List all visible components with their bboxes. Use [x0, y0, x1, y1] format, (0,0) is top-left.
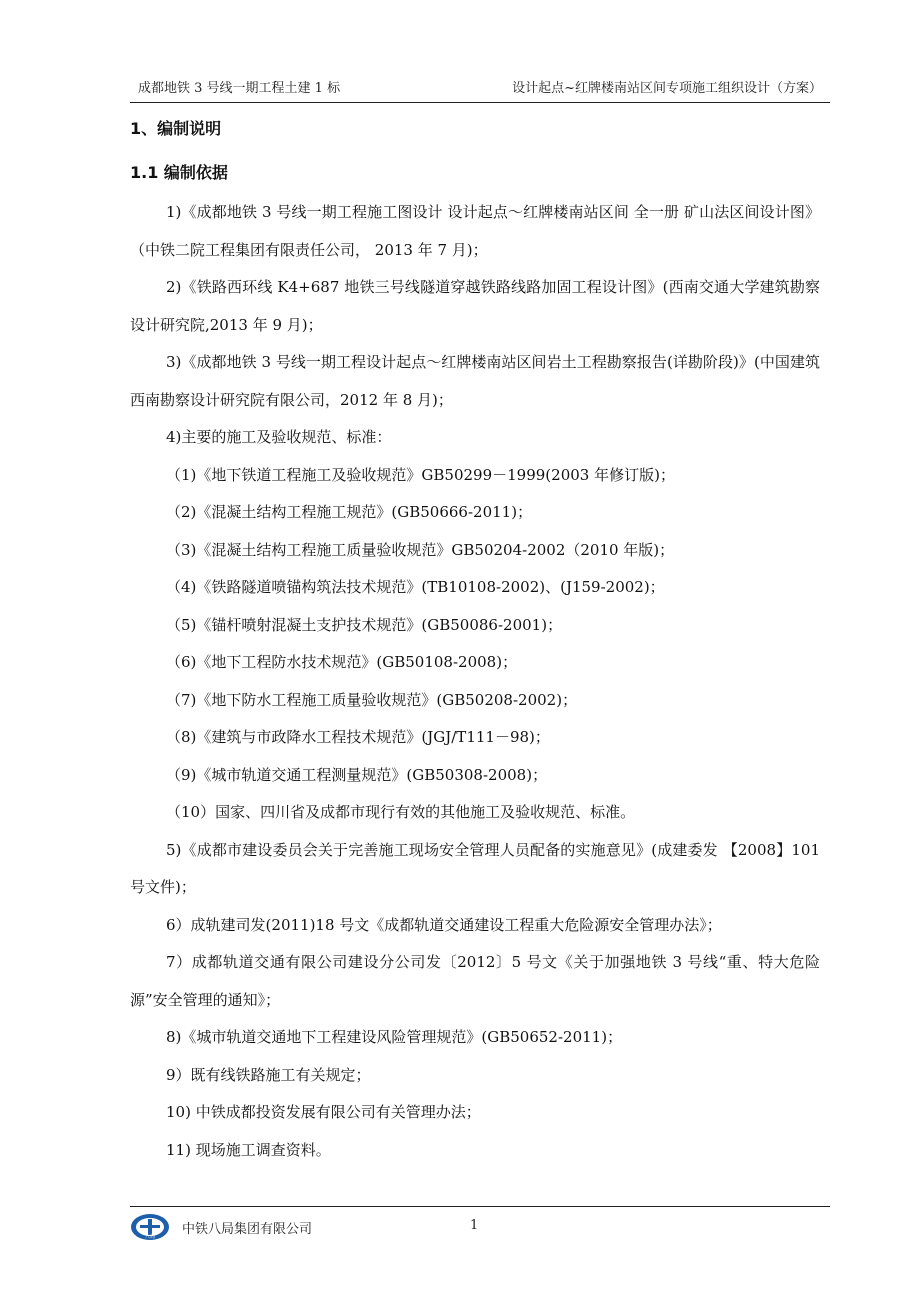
paragraph-4: 4)主要的施工及验收规范、标准：	[166, 428, 392, 446]
header-document-title: 设计起点~红牌楼南站区间专项施工组织设计（方案）	[512, 81, 822, 96]
list-item-6: （6)《地下工程防水技术规范》(GB50108-2008)；	[166, 653, 518, 671]
document-body	[130, 194, 820, 1169]
list-item-3: （3)《混凝土结构工程施工质量验收规范》GB50204-2002（2010 年版)；	[166, 540, 675, 559]
footer-company-name: 中铁八局集团有限公司	[182, 1222, 313, 1237]
list-item-9: （9)《城市轨道交通工程测量规范》(GB50308-2008)；	[166, 765, 548, 784]
page-header	[130, 78, 830, 103]
paragraph-6: 6）成轨建司发(2011)18 号文《成都轨道交通建设工程重大危险源安全管理办法》；	[166, 915, 722, 934]
page-number: 1	[470, 1218, 479, 1233]
paragraph-11: 11) 现场施工调查资料。	[166, 1140, 331, 1159]
logo-text: 八局	[144, 1234, 156, 1240]
list-item-2: （2)《混凝土结构工程施工规范》(GB50666-2011)；	[166, 503, 533, 521]
list-item-7: （7)《地下防水工程施工质量验收规范》(GB50208-2002)；	[166, 690, 578, 709]
header-project-name: 成都地铁 3 号线一期工程土建 1 标	[138, 81, 341, 96]
paragraph-7: 7）成都轨道交通有限公司建设分公司发〔2012〕5 号文《关于加强地铁 3 号线“重、特大危险源”安全管理的通知》；	[130, 953, 820, 1009]
section-title: 1、编制说明	[130, 119, 222, 138]
subsection-title: 1.1 编制依据	[130, 163, 228, 182]
company-logo-icon	[130, 1213, 170, 1241]
paragraph-9: 9）既有线铁路施工有关规定；	[166, 1065, 371, 1084]
paragraph-2: 2)《铁路西环线 K4+687 地铁三号线隧道穿越铁路线路加固工程设计图》(西南交通大学建筑勘察设计研究院,2013 年 9 月)；	[130, 278, 820, 334]
paragraph-8: 8)《城市轨道交通地下工程建设风险管理规范》(GB50652-2011)；	[166, 1028, 623, 1046]
paragraph-3: 3)《成都地铁 3 号线一期工程设计起点～红牌楼南站区间岩土工程勘察报告(详勘阶段)》(中国建筑西南勘察设计研究院有限公司，2012 年 8 月)；	[130, 353, 820, 409]
paragraph-5: 5)《成都市建设委员会关于完善施工现场安全管理人员配备的实施意见》(成建委发 【2008】101 号文件)；	[130, 840, 820, 896]
page-footer	[130, 1206, 830, 1247]
paragraph-10: 10) 中铁成都投资发展有限公司有关管理办法；	[166, 1103, 481, 1121]
list-item-10: （10）国家、四川省及成都市现行有效的其他施工及验收规范、标准。	[166, 803, 636, 821]
paragraph-1: 1)《成都地铁 3 号线一期工程施工图设计 设计起点～红牌楼南站区间 全一册 矿山法区间设计图》（中铁二院工程集团有限责任公司， 2013 年 7 月)；	[130, 203, 820, 259]
list-item-1: （1)《地下铁道工程施工及验收规范》GB50299－1999(2003 年修订版)；	[166, 465, 675, 484]
list-item-4: （4)《铁路隧道喷锚构筑法技术规范》(TB10108-2002)、(J159-2002)；	[166, 578, 665, 596]
list-item-5: （5)《锚杆喷射混凝土支护技术规范》(GB50086-2001)；	[166, 615, 563, 634]
list-item-8: （8)《建筑与市政降水工程技术规范》(JGJ/T111－98)；	[166, 728, 550, 746]
